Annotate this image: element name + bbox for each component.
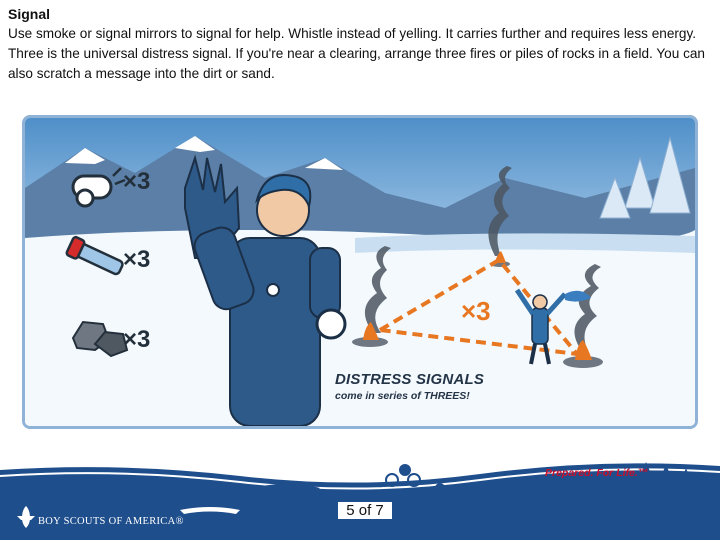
motto-text: Prepared. For Life.™ [545, 467, 649, 479]
slide-title: Signal [8, 6, 51, 22]
distress-signals-title: DISTRESS SIGNALS [335, 371, 485, 388]
distress-signals-subtitle: come in series of THREES! [335, 390, 470, 402]
distress-signals-illustration [22, 115, 698, 429]
signal-mirror [317, 310, 345, 338]
fires-times-label: ×3 [461, 296, 491, 326]
flashlight-times-label: ×3 [123, 246, 151, 273]
slide-body: Use smoke or signal mirrors to signal for help. Whistle instead of yelling. It carries further and requires less energy. Three is the universal distress signal. If you're near a clearing, arrange three fires or piles of rocks in a field. You can also scratch a message into the dirt or sand. [8, 26, 705, 81]
slide-text-block [8, 4, 716, 84]
slide-footer [0, 440, 720, 540]
whistle-times-label: ×3 [123, 168, 151, 195]
organization-name: BOY SCOUTS OF AMERICA® [38, 516, 184, 527]
page-number: 5 of 7 [338, 502, 392, 519]
rocks-times-label: ×3 [123, 326, 151, 353]
